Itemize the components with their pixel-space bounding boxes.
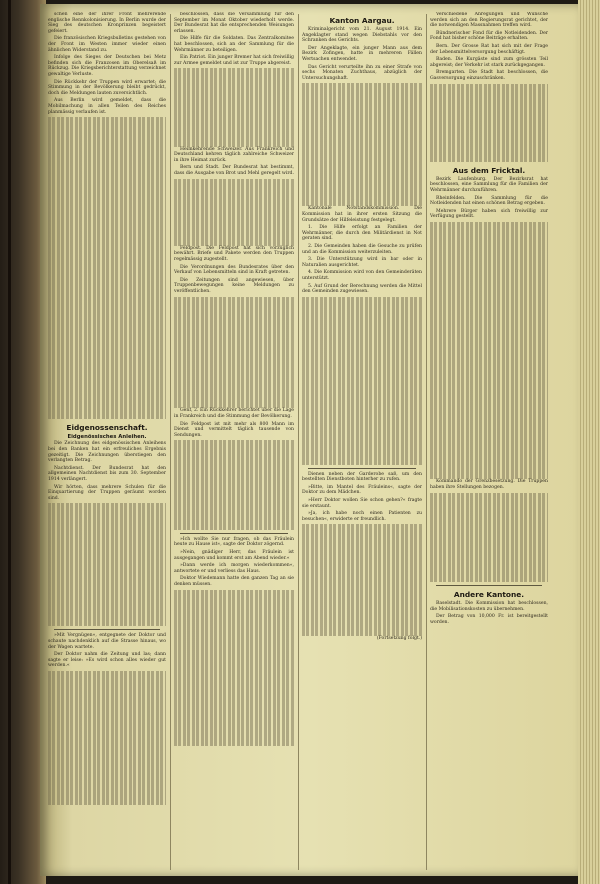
paragraph: Die Hilfe für die Soldaten. Das Zentralkomitee hat beschlossen, sich an der Sammlung für die Wehrmänner zu beteiligen. bbox=[174, 36, 294, 53]
text-block bbox=[430, 222, 548, 479]
text-block bbox=[48, 503, 166, 626]
paragraph: Baden. Die Kurgäste sind zum grössten Teil abgereist; der Verkehr ist stark zurückgegangen. bbox=[430, 57, 548, 68]
column-rule bbox=[170, 14, 171, 870]
column-rule bbox=[298, 14, 299, 870]
paragraph: Nachtdienst. Der Bundesrat hat den allgemeinen Nachtdienst bis zum 30. September 1914 verlängert. bbox=[48, 465, 166, 482]
paragraph: »Nein, gnädiger Herr, das Fräulein ist ausgegangen und kommt erst am Abend wieder.« bbox=[174, 550, 294, 561]
section-heading: Aus dem Fricktal. bbox=[452, 165, 526, 175]
paragraph: Bezirk Laufenburg. Der Bezirksrat hat beschlossen, eine Sammlung für die Familien der Wehrmänner durchzuführen. bbox=[430, 176, 548, 194]
section-heading: Andere Kantone. bbox=[453, 590, 525, 599]
text-block bbox=[174, 440, 294, 530]
paragraph: Der Doktor nahm die Zeitung und las; dann sagte er leise: »Es wird schon alles wieder gut werden.« bbox=[48, 652, 166, 669]
paragraph: Dienen neben der Garderobe saß, um den bestellten Dienstboten hinterher zu rufen. bbox=[302, 471, 422, 483]
paragraph: Aus Berlin wird gemeldet, dass die Mobilmachung in allen Teilen des Reiches planmässig verlaufen ist. bbox=[48, 98, 166, 115]
text-block bbox=[174, 68, 294, 146]
paragraph: Bremgarten. Die Stadt hat beschlossen, die Gasversorgung einzuschränken. bbox=[430, 70, 548, 81]
column-3 bbox=[302, 12, 422, 872]
column-4 bbox=[430, 12, 548, 872]
paragraph: Das Gericht verurteilte ihn zu einer Strafe von sechs Monaten Zuchthaus, abzüglich der Untersuchungshaft. bbox=[302, 64, 422, 81]
divider bbox=[436, 585, 542, 586]
paragraph: Infolge des Sieges der Deutschen bei Metz befinden sich die Franzosen im Oberelsaß im Rückzug. Die Kriegsberichterstattung verzeichnet gewaltige Verluste. bbox=[48, 55, 166, 77]
paragraph: Kantonale Notstandskommission. Die Kommission hat in ihrer ersten Sitzung die Grundsätze der Hilfeleistung festgelegt. bbox=[302, 206, 422, 223]
paragraph: Die Rückkehr der Truppen wird erwartet; die Stimmung in der Bevölkerung bleibt gedrückt, doch die Meldungen lauten zuversichtlich. bbox=[48, 79, 166, 96]
book-spine-shadow bbox=[8, 0, 11, 884]
text-block bbox=[430, 493, 548, 583]
paragraph: Der Angeklagte, ein junger Mann aus dem Bezirk Zofingen, hatte in mehreren Fällen Wertsachen entwendet. bbox=[302, 45, 422, 62]
newspaper-page bbox=[40, 4, 578, 876]
text-block bbox=[48, 671, 166, 805]
paragraph: Kriminalgericht vom 21. August 1914. Ein Angeklagter stand wegen Diebstahls vor den Schranken des Gerichts. bbox=[302, 27, 422, 44]
paragraph: Die französischen Kriegsbulletins gestehen von der Front im Westen immer wieder einen ähnlichen Widerstand zu. bbox=[48, 36, 166, 53]
paragraph: »Ich wollte Sie nur fragen, ob das Fräulein heute zu Hause ist«, sagte der Doktor zögernd. bbox=[174, 536, 294, 548]
column-1 bbox=[48, 12, 166, 872]
paragraph: 2. Die Gemeinden haben die Gesuche zu prüfen und an die Kommission weiterzuleiten. bbox=[302, 243, 422, 255]
paragraph: Mehrere Bürger haben sich freiwillig zur Verfügung gestellt. bbox=[430, 208, 548, 220]
paragraph: »Mit Vergnügen«, entgegnete der Doktor und schaute nachdenklich auf die Strasse hinaus, wo der Wagen wartete. bbox=[48, 633, 166, 650]
continuation-note: (Fortsetzung folgt.) bbox=[376, 636, 422, 642]
divider bbox=[308, 468, 416, 469]
paragraph: Verschiedene Anregungen und Wünsche werden sich an den Regierungsrat gerichtet, der die notwendigen Massnahmen treffen wird. bbox=[430, 12, 548, 29]
page-stack-edge bbox=[578, 0, 600, 884]
paragraph: Baselstadt. Die Kommission hat beschlossen, die Mobilisationskosten zu übernehmen. bbox=[430, 601, 548, 612]
text-block bbox=[430, 84, 548, 162]
paragraph: Bern. Der Grosse Rat hat sich mit der Frage der Lebensmittelversorgung beschäftigt. bbox=[430, 43, 548, 55]
column-2 bbox=[174, 12, 294, 872]
paragraph: 1. Die Hilfe erfolgt an Familien der Wehrmänner, die durch den Militärdienst in Not geraten sind. bbox=[302, 225, 422, 242]
text-block bbox=[302, 297, 422, 465]
paragraph: »Dann werde ich morgen wiederkommen«, antwortete er und verliess das Haus. bbox=[174, 563, 294, 574]
section-heading: Kanton Aargau. bbox=[329, 16, 395, 25]
paragraph: 4. Die Kommission wird von den Gemeinderäten unterstützt. bbox=[302, 270, 422, 281]
paragraph: Der Betrag von 10,000 Fr. ist bereitgestellt worden. bbox=[430, 614, 548, 625]
paragraph: Bern und Stadt. Der Bundesrat hat bestimmt, dass die Ausgabe von Brot und Mehl geregelt wird. bbox=[174, 165, 294, 177]
paragraph: Die Verordnungen des Bundesrates über den Verkauf von Lebensmitteln sind in Kraft getreten. bbox=[174, 264, 294, 276]
text-block bbox=[174, 590, 294, 747]
text-block bbox=[174, 179, 294, 246]
paragraph: Doktor Wiedemann hatte den ganzen Tag an sie denken müssen. bbox=[174, 576, 294, 587]
paragraph: Die Zeichnung des eidgenössischen Anleihens bei den Banken hat ein erfreuliches Ergebnis gezeitigt. Die Zeichnungen überstiegen den verlangten Betrag. bbox=[48, 441, 166, 464]
text-block bbox=[174, 297, 294, 409]
section-heading: Eidgenossenschaft. bbox=[66, 423, 148, 433]
paragraph: Genf, 2. Ein Rückkehrer berichtet über die Lage in Frankreich und die Stimmung der Bevölkerung. bbox=[174, 408, 294, 419]
paragraph: Die Feldpost ist mit mehr als 800 Mann im Dienst und vermittelt täglich tausende von Sendungen. bbox=[174, 421, 294, 438]
paragraph: Rheinfelden. Die Sammlung für die Notleidenden hat einen schönen Betrag ergeben. bbox=[430, 195, 548, 207]
paragraph: 5. Auf Grund der Berechnung werden die Mittel den Gemeinden zugewiesen. bbox=[302, 283, 422, 295]
paragraph: Feldpost. Die Feldpost hat sich vorzüglich bewährt. Briefe und Pakete werden den Truppen regelmässig zugestellt. bbox=[174, 245, 294, 262]
divider bbox=[180, 533, 288, 534]
paragraph: Wir hörten, dass mehrere Schulen für die Einquartierung der Truppen geräumt worden sind. bbox=[48, 484, 166, 501]
text-block bbox=[48, 117, 166, 419]
paragraph: beschlossen, dass die Versammlung für den September im Monat Oktober wiederholt werde. Der Bundesrat hat die entsprechenden Weisungen erlassen. bbox=[174, 12, 294, 34]
subsection-heading: Eidgenössisches Anleihen. bbox=[67, 434, 147, 441]
paragraph: schen eine der ihrer Front mehrerende englische Rennkolonisierung. In Berlin wurde der Sieg des deutschen Kronprinzen begeistert gefeiert. bbox=[48, 12, 166, 34]
paragraph: »Ja, ich habe noch einen Patienten zu besuchen«, erwiderte er freundlich. bbox=[302, 511, 422, 522]
paragraph: Die Zeitungen sind angewiesen, über Truppenbewegungen keine Meldungen zu veröffentlichen. bbox=[174, 277, 294, 294]
paragraph: Ein Patriot. Ein junger Bremer hat sich freiwillig zur Armee gemeldet und ist zur Truppe abgereist. bbox=[174, 55, 294, 66]
text-block bbox=[302, 83, 422, 206]
text-block bbox=[302, 524, 422, 636]
paragraph: »Herr Doktor wollen Sie schon gehen?« fragte sie erstaunt. bbox=[302, 497, 422, 509]
paragraph: 3. Die Unterstützung wird in bar oder in Naturalien ausgerichtet. bbox=[302, 257, 422, 268]
column-rule bbox=[426, 14, 427, 870]
paragraph: »Bitte, im Mantel des Fräuleins«, sagte der Doktor zu dem Mädchen. bbox=[302, 484, 422, 496]
paragraph: Heimkehrende Schweizer. Aus Frankreich und Deutschland kehren täglich zahlreiche Schweizer in ihre Heimat zurück. bbox=[174, 146, 294, 163]
divider bbox=[54, 629, 160, 630]
paragraph: Bündnerischer Fond für die Notleidenden. Der Fond hat bisher schöne Beiträge erhalten. bbox=[430, 30, 548, 42]
paragraph: Kommando der Grenzbesetzung. Die Truppen haben ihre Stellungen bezogen. bbox=[430, 479, 548, 490]
